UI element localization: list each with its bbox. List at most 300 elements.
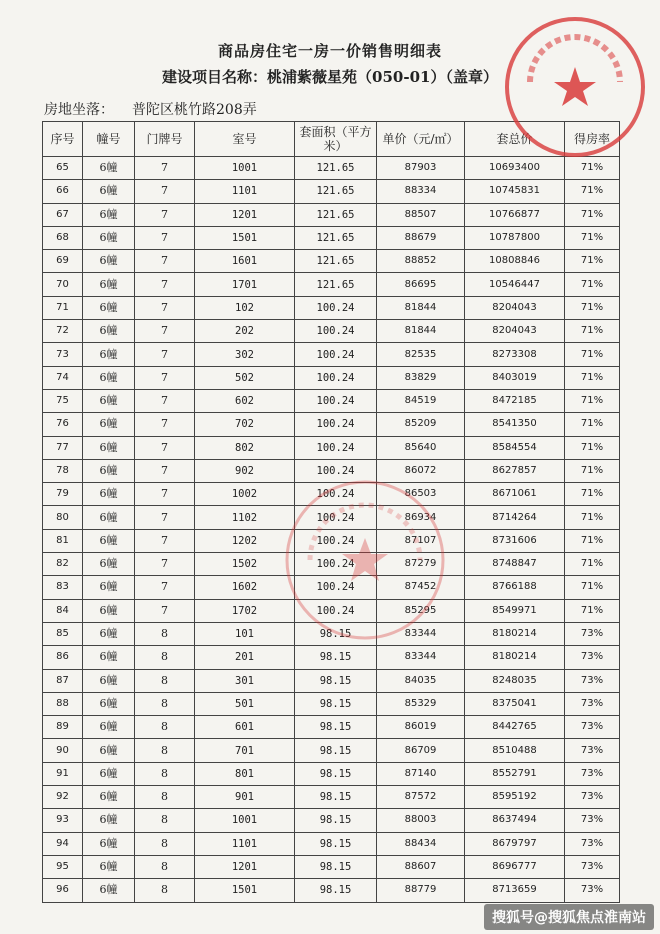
- cell-building: 6幢: [83, 273, 135, 296]
- cell-door: 8: [135, 692, 195, 715]
- cell-door: 7: [135, 296, 195, 319]
- cell-door: 7: [135, 483, 195, 506]
- cell-building: 6幢: [83, 506, 135, 529]
- document-title: 商品房住宅一房一价销售明细表: [217, 42, 442, 60]
- cell-door: 7: [135, 506, 195, 529]
- cell-room: 101: [195, 622, 295, 645]
- cell-unit-price: 85295: [377, 599, 465, 622]
- cell-rate: 71%: [565, 203, 620, 226]
- cell-room: 601: [195, 716, 295, 739]
- cell-unit-price: 81844: [377, 296, 465, 319]
- cell-unit-price: 83344: [377, 622, 465, 645]
- cell-building: 6幢: [83, 389, 135, 412]
- cell-unit-price: 84519: [377, 389, 465, 412]
- cell-seq: 69: [43, 250, 83, 273]
- cell-room: 1101: [195, 832, 295, 855]
- cell-room: 501: [195, 692, 295, 715]
- cell-building: 6幢: [83, 343, 135, 366]
- cell-unit-price: 88607: [377, 855, 465, 878]
- cell-rate: 73%: [565, 646, 620, 669]
- cell-area: 100.24: [295, 296, 377, 319]
- cell-unit-price: 87140: [377, 762, 465, 785]
- cell-total-price: 10745831: [465, 180, 565, 203]
- cell-total-price: 8248035: [465, 669, 565, 692]
- cell-area: 100.24: [295, 320, 377, 343]
- cell-unit-price: 87903: [377, 157, 465, 180]
- cell-door: 7: [135, 273, 195, 296]
- cell-seq: 86: [43, 646, 83, 669]
- table-row: [43, 646, 620, 669]
- cell-rate: 73%: [565, 739, 620, 762]
- cell-building: 6幢: [83, 855, 135, 878]
- cell-total-price: 8510488: [465, 739, 565, 762]
- cell-rate: 71%: [565, 506, 620, 529]
- cell-building: 6幢: [83, 646, 135, 669]
- cell-room: 1001: [195, 809, 295, 832]
- cell-building: 6幢: [83, 250, 135, 273]
- cell-unit-price: 88434: [377, 832, 465, 855]
- cell-room: 102: [195, 296, 295, 319]
- table-row: [43, 739, 620, 762]
- cell-total-price: 8584554: [465, 436, 565, 459]
- cell-door: 7: [135, 389, 195, 412]
- cell-building: 6幢: [83, 529, 135, 552]
- cell-unit-price: 87572: [377, 786, 465, 809]
- cell-area: 100.24: [295, 599, 377, 622]
- cell-room: 802: [195, 436, 295, 459]
- cell-rate: 73%: [565, 832, 620, 855]
- cell-rate: 71%: [565, 320, 620, 343]
- cell-total-price: 10787800: [465, 226, 565, 249]
- cell-seq: 95: [43, 855, 83, 878]
- table-row: [43, 716, 620, 739]
- cell-door: 8: [135, 762, 195, 785]
- table-row: [43, 879, 620, 902]
- cell-seq: 87: [43, 669, 83, 692]
- table-row: [43, 529, 620, 552]
- cell-room: 1102: [195, 506, 295, 529]
- price-table: [42, 121, 620, 903]
- table-row: [43, 692, 620, 715]
- cell-rate: 73%: [565, 809, 620, 832]
- cell-total-price: 8713659: [465, 879, 565, 902]
- cell-seq: 84: [43, 599, 83, 622]
- cell-seq: 80: [43, 506, 83, 529]
- cell-unit-price: 82535: [377, 343, 465, 366]
- header-area: 套面积（平方米）: [295, 122, 377, 157]
- header-unit-price: 单价（元/㎡）: [377, 122, 465, 157]
- header-door: 门牌号: [135, 122, 195, 157]
- cell-door: 8: [135, 646, 195, 669]
- cell-room: 1601: [195, 250, 295, 273]
- table-row: [43, 273, 620, 296]
- cell-seq: 76: [43, 413, 83, 436]
- cell-area: 121.65: [295, 250, 377, 273]
- cell-unit-price: 88779: [377, 879, 465, 902]
- cell-building: 6幢: [83, 203, 135, 226]
- cell-rate: 73%: [565, 692, 620, 715]
- cell-area: 98.15: [295, 716, 377, 739]
- cell-seq: 92: [43, 786, 83, 809]
- cell-building: 6幢: [83, 483, 135, 506]
- cell-door: 8: [135, 716, 195, 739]
- cell-rate: 73%: [565, 786, 620, 809]
- cell-building: 6幢: [83, 786, 135, 809]
- cell-unit-price: 86709: [377, 739, 465, 762]
- cell-total-price: 8472185: [465, 389, 565, 412]
- table-row: [43, 762, 620, 785]
- cell-unit-price: 88679: [377, 226, 465, 249]
- cell-area: 98.15: [295, 832, 377, 855]
- cell-door: 7: [135, 203, 195, 226]
- cell-door: 8: [135, 832, 195, 855]
- table-row: [43, 366, 620, 389]
- cell-seq: 91: [43, 762, 83, 785]
- cell-area: 121.65: [295, 180, 377, 203]
- cell-building: 6幢: [83, 716, 135, 739]
- cell-total-price: 8204043: [465, 320, 565, 343]
- cell-room: 201: [195, 646, 295, 669]
- cell-area: 98.15: [295, 622, 377, 645]
- cell-rate: 73%: [565, 622, 620, 645]
- cell-building: 6幢: [83, 692, 135, 715]
- cell-seq: 68: [43, 226, 83, 249]
- cell-door: 8: [135, 879, 195, 902]
- cell-seq: 78: [43, 459, 83, 482]
- cell-building: 6幢: [83, 226, 135, 249]
- cell-room: 1701: [195, 273, 295, 296]
- cell-total-price: 8541350: [465, 413, 565, 436]
- cell-room: 202: [195, 320, 295, 343]
- cell-building: 6幢: [83, 809, 135, 832]
- cell-unit-price: 84035: [377, 669, 465, 692]
- cell-area: 100.24: [295, 436, 377, 459]
- cell-building: 6幢: [83, 739, 135, 762]
- cell-total-price: 10766877: [465, 203, 565, 226]
- table-row: [43, 483, 620, 506]
- cell-area: 121.65: [295, 273, 377, 296]
- table-row: [43, 296, 620, 319]
- cell-unit-price: 88852: [377, 250, 465, 273]
- cell-seq: 93: [43, 809, 83, 832]
- cell-rate: 71%: [565, 250, 620, 273]
- project-name-line: 建设项目名称：桃浦紫薇星苑（050-01）（盖章）: [162, 68, 498, 86]
- cell-area: 100.24: [295, 483, 377, 506]
- cell-room: 302: [195, 343, 295, 366]
- cell-seq: 85: [43, 622, 83, 645]
- cell-unit-price: 86934: [377, 506, 465, 529]
- cell-rate: 71%: [565, 343, 620, 366]
- table-row: [43, 436, 620, 459]
- header-rate: 得房率: [565, 122, 620, 157]
- cell-seq: 88: [43, 692, 83, 715]
- cell-unit-price: 88507: [377, 203, 465, 226]
- cell-room: 301: [195, 669, 295, 692]
- cell-door: 7: [135, 366, 195, 389]
- cell-total-price: 8731606: [465, 529, 565, 552]
- table-row: [43, 832, 620, 855]
- cell-rate: 71%: [565, 553, 620, 576]
- cell-building: 6幢: [83, 599, 135, 622]
- cell-area: 98.15: [295, 669, 377, 692]
- cell-unit-price: 88003: [377, 809, 465, 832]
- cell-seq: 67: [43, 203, 83, 226]
- cell-room: 502: [195, 366, 295, 389]
- cell-unit-price: 81844: [377, 320, 465, 343]
- cell-door: 8: [135, 786, 195, 809]
- cell-rate: 71%: [565, 273, 620, 296]
- table-row: [43, 203, 620, 226]
- cell-seq: 81: [43, 529, 83, 552]
- table-row: [43, 553, 620, 576]
- cell-total-price: 8696777: [465, 855, 565, 878]
- cell-unit-price: 87107: [377, 529, 465, 552]
- cell-unit-price: 86072: [377, 459, 465, 482]
- table-row: [43, 389, 620, 412]
- cell-unit-price: 87452: [377, 576, 465, 599]
- cell-rate: 71%: [565, 436, 620, 459]
- cell-unit-price: 87279: [377, 553, 465, 576]
- cell-unit-price: 88334: [377, 180, 465, 203]
- cell-total-price: 8549971: [465, 599, 565, 622]
- cell-seq: 96: [43, 879, 83, 902]
- cell-building: 6幢: [83, 180, 135, 203]
- cell-rate: 71%: [565, 483, 620, 506]
- cell-total-price: 8273308: [465, 343, 565, 366]
- table-row: [43, 809, 620, 832]
- cell-rate: 71%: [565, 529, 620, 552]
- cell-area: 100.24: [295, 553, 377, 576]
- cell-area: 121.65: [295, 157, 377, 180]
- cell-rate: 73%: [565, 762, 620, 785]
- cell-unit-price: 86695: [377, 273, 465, 296]
- cell-building: 6幢: [83, 157, 135, 180]
- cell-door: 7: [135, 436, 195, 459]
- cell-area: 121.65: [295, 203, 377, 226]
- table-row: [43, 343, 620, 366]
- cell-door: 8: [135, 809, 195, 832]
- cell-area: 100.24: [295, 389, 377, 412]
- cell-area: 98.15: [295, 786, 377, 809]
- cell-unit-price: 83344: [377, 646, 465, 669]
- table-row: [43, 599, 620, 622]
- cell-room: 1602: [195, 576, 295, 599]
- cell-room: 1201: [195, 855, 295, 878]
- cell-room: 702: [195, 413, 295, 436]
- cell-area: 98.15: [295, 879, 377, 902]
- cell-seq: 82: [43, 553, 83, 576]
- header-room: 室号: [195, 122, 295, 157]
- cell-area: 98.15: [295, 855, 377, 878]
- cell-door: 8: [135, 669, 195, 692]
- cell-area: 100.24: [295, 343, 377, 366]
- cell-total-price: 8204043: [465, 296, 565, 319]
- cell-seq: 94: [43, 832, 83, 855]
- cell-rate: 73%: [565, 669, 620, 692]
- cell-total-price: 8766188: [465, 576, 565, 599]
- cell-building: 6幢: [83, 320, 135, 343]
- address-value: 普陀区桃竹路208弄: [132, 102, 257, 118]
- cell-rate: 71%: [565, 226, 620, 249]
- cell-rate: 71%: [565, 459, 620, 482]
- cell-rate: 71%: [565, 413, 620, 436]
- cell-seq: 73: [43, 343, 83, 366]
- address-label: 房地坐落：: [44, 102, 114, 118]
- cell-area: 98.15: [295, 692, 377, 715]
- table-row: [43, 157, 620, 180]
- cell-building: 6幢: [83, 832, 135, 855]
- cell-seq: 74: [43, 366, 83, 389]
- cell-rate: 71%: [565, 157, 620, 180]
- cell-door: 7: [135, 250, 195, 273]
- cell-area: 100.24: [295, 529, 377, 552]
- cell-rate: 71%: [565, 296, 620, 319]
- watermark-badge: 搜狐号@搜狐焦点淮南站: [484, 904, 654, 930]
- cell-room: 1201: [195, 203, 295, 226]
- cell-door: 8: [135, 739, 195, 762]
- cell-rate: 71%: [565, 389, 620, 412]
- cell-total-price: 8180214: [465, 622, 565, 645]
- header-building: 幢号: [83, 122, 135, 157]
- cell-seq: 90: [43, 739, 83, 762]
- table-row: [43, 622, 620, 645]
- cell-building: 6幢: [83, 366, 135, 389]
- cell-area: 98.15: [295, 739, 377, 762]
- cell-area: 100.24: [295, 576, 377, 599]
- cell-seq: 79: [43, 483, 83, 506]
- cell-rate: 71%: [565, 599, 620, 622]
- cell-door: 7: [135, 459, 195, 482]
- table-row: [43, 180, 620, 203]
- cell-building: 6幢: [83, 436, 135, 459]
- cell-door: 8: [135, 622, 195, 645]
- cell-door: 7: [135, 553, 195, 576]
- table-row: [43, 506, 620, 529]
- table-body: [43, 157, 620, 903]
- cell-area: 100.24: [295, 366, 377, 389]
- cell-seq: 70: [43, 273, 83, 296]
- cell-building: 6幢: [83, 762, 135, 785]
- cell-seq: 72: [43, 320, 83, 343]
- address-line: [44, 99, 257, 119]
- cell-unit-price: 85209: [377, 413, 465, 436]
- cell-door: 7: [135, 529, 195, 552]
- cell-seq: 89: [43, 716, 83, 739]
- cell-area: 100.24: [295, 506, 377, 529]
- cell-area: 98.15: [295, 646, 377, 669]
- cell-total-price: 10546447: [465, 273, 565, 296]
- cell-total-price: 10693400: [465, 157, 565, 180]
- cell-building: 6幢: [83, 879, 135, 902]
- cell-building: 6幢: [83, 553, 135, 576]
- cell-area: 98.15: [295, 762, 377, 785]
- cell-room: 902: [195, 459, 295, 482]
- cell-total-price: 10808846: [465, 250, 565, 273]
- cell-building: 6幢: [83, 413, 135, 436]
- cell-door: 7: [135, 320, 195, 343]
- cell-rate: 71%: [565, 576, 620, 599]
- cell-building: 6幢: [83, 622, 135, 645]
- cell-unit-price: 85640: [377, 436, 465, 459]
- cell-building: 6幢: [83, 459, 135, 482]
- cell-seq: 66: [43, 180, 83, 203]
- cell-rate: 73%: [565, 879, 620, 902]
- table-row: [43, 226, 620, 249]
- cell-room: 1002: [195, 483, 295, 506]
- cell-total-price: 8627857: [465, 459, 565, 482]
- cell-door: 7: [135, 180, 195, 203]
- table-row: [43, 413, 620, 436]
- cell-room: 1001: [195, 157, 295, 180]
- cell-total-price: 8442765: [465, 716, 565, 739]
- cell-door: 7: [135, 343, 195, 366]
- cell-door: 7: [135, 226, 195, 249]
- cell-room: 1501: [195, 879, 295, 902]
- cell-total-price: 8375041: [465, 692, 565, 715]
- cell-door: 8: [135, 855, 195, 878]
- cell-rate: 71%: [565, 180, 620, 203]
- cell-room: 701: [195, 739, 295, 762]
- cell-room: 602: [195, 389, 295, 412]
- cell-rate: 71%: [565, 366, 620, 389]
- cell-unit-price: 83829: [377, 366, 465, 389]
- cell-rate: 73%: [565, 716, 620, 739]
- cell-building: 6幢: [83, 296, 135, 319]
- table-row: [43, 576, 620, 599]
- cell-seq: 83: [43, 576, 83, 599]
- cell-room: 1202: [195, 529, 295, 552]
- table-row: [43, 459, 620, 482]
- cell-door: 7: [135, 157, 195, 180]
- cell-total-price: 8748847: [465, 553, 565, 576]
- cell-seq: 65: [43, 157, 83, 180]
- cell-unit-price: 86019: [377, 716, 465, 739]
- cell-seq: 71: [43, 296, 83, 319]
- table-header-row: [43, 122, 620, 157]
- cell-seq: 77: [43, 436, 83, 459]
- cell-seq: 75: [43, 389, 83, 412]
- table-row: [43, 786, 620, 809]
- cell-area: 98.15: [295, 809, 377, 832]
- cell-area: 100.24: [295, 413, 377, 436]
- cell-door: 7: [135, 413, 195, 436]
- cell-total-price: 8679797: [465, 832, 565, 855]
- cell-room: 801: [195, 762, 295, 785]
- cell-total-price: 8180214: [465, 646, 565, 669]
- cell-total-price: 8403019: [465, 366, 565, 389]
- cell-total-price: 8714264: [465, 506, 565, 529]
- cell-room: 901: [195, 786, 295, 809]
- cell-door: 7: [135, 599, 195, 622]
- header-seq: 序号: [43, 122, 83, 157]
- table-row: [43, 669, 620, 692]
- cell-door: 7: [135, 576, 195, 599]
- cell-room: 1502: [195, 553, 295, 576]
- cell-unit-price: 85329: [377, 692, 465, 715]
- header-total-price: 套总价: [465, 122, 565, 157]
- cell-total-price: 8671061: [465, 483, 565, 506]
- cell-rate: 73%: [565, 855, 620, 878]
- table-row: [43, 320, 620, 343]
- table-row: [43, 250, 620, 273]
- cell-area: 121.65: [295, 226, 377, 249]
- cell-building: 6幢: [83, 576, 135, 599]
- cell-unit-price: 86503: [377, 483, 465, 506]
- cell-room: 1702: [195, 599, 295, 622]
- cell-total-price: 8595192: [465, 786, 565, 809]
- cell-room: 1101: [195, 180, 295, 203]
- cell-total-price: 8637494: [465, 809, 565, 832]
